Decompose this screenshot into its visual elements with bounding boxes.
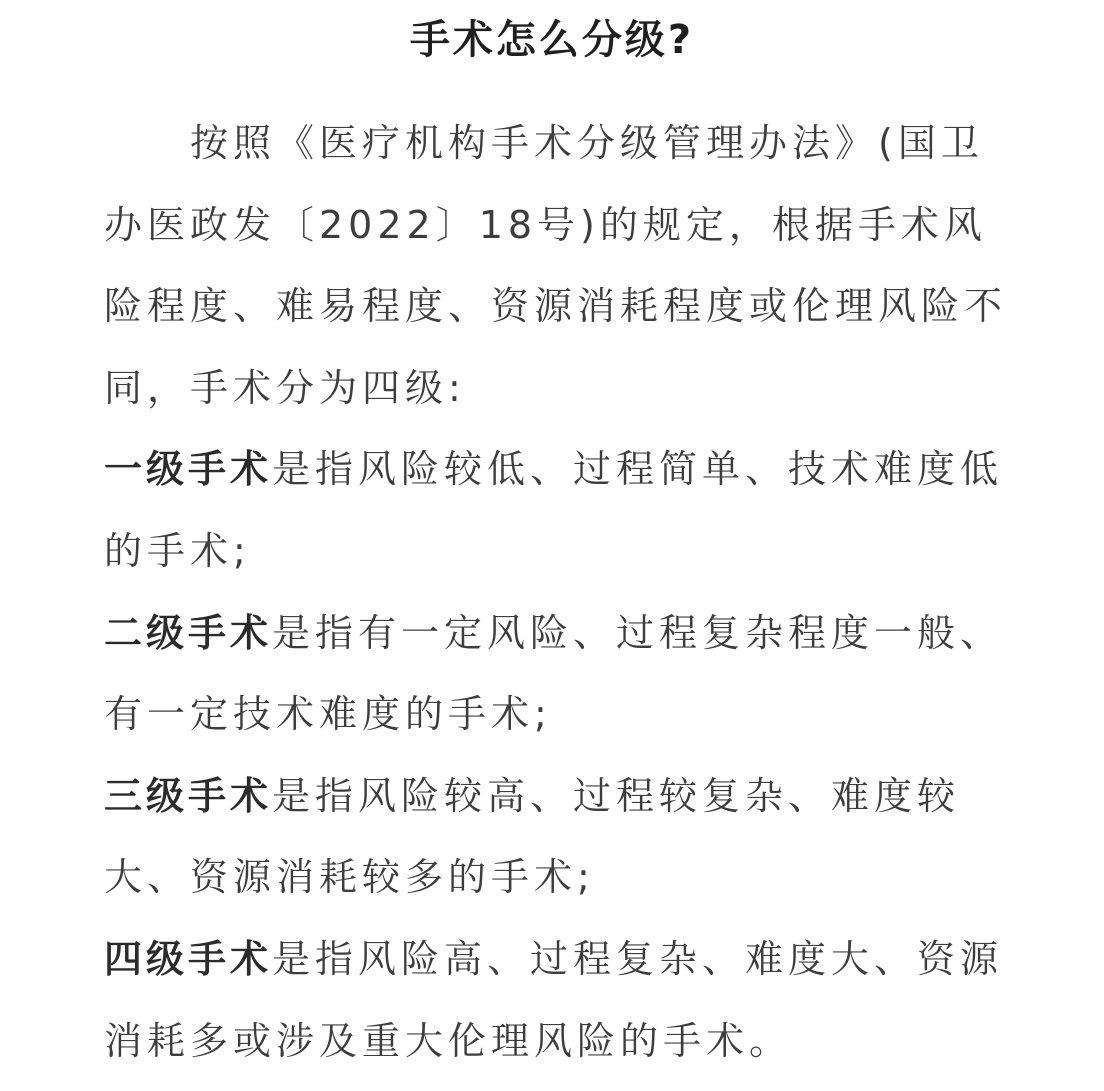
level-2-term: 二级手术 <box>104 610 273 655</box>
level-3-description: 是指风险较高、过程较复杂、难度较大、资源消耗较多的手术; <box>104 773 961 900</box>
level-1-term: 一级手术 <box>104 447 273 492</box>
page-title: 手术怎么分级? <box>409 17 695 63</box>
document-body <box>104 103 1018 1082</box>
level-1-paragraph <box>104 429 1018 592</box>
level-3-paragraph <box>104 756 1018 919</box>
level-3-term: 三级手术 <box>104 773 273 818</box>
level-4-term: 四级手术 <box>104 936 273 981</box>
level-1-description: 是指风险较低、过程简单、技术难度低的手术; <box>104 447 1004 573</box>
level-2-paragraph <box>104 593 1018 756</box>
level-4-description: 是指风险高、过程复杂、难度大、资源消耗多或涉及重大伦理风险的手术。 <box>104 936 1004 1063</box>
level-2-description: 是指有一定风险、过程复杂程度一般、有一定技术难度的手术; <box>104 610 1004 737</box>
intro-paragraph: 按照《医疗机构手术分级管理办法》(国卫办医政发〔2022〕18号)的规定，根据手术风险程度、难易程度、资源消耗程度或伦理风险不同，手术分为四级: <box>104 121 1008 410</box>
level-4-paragraph <box>104 919 1018 1082</box>
